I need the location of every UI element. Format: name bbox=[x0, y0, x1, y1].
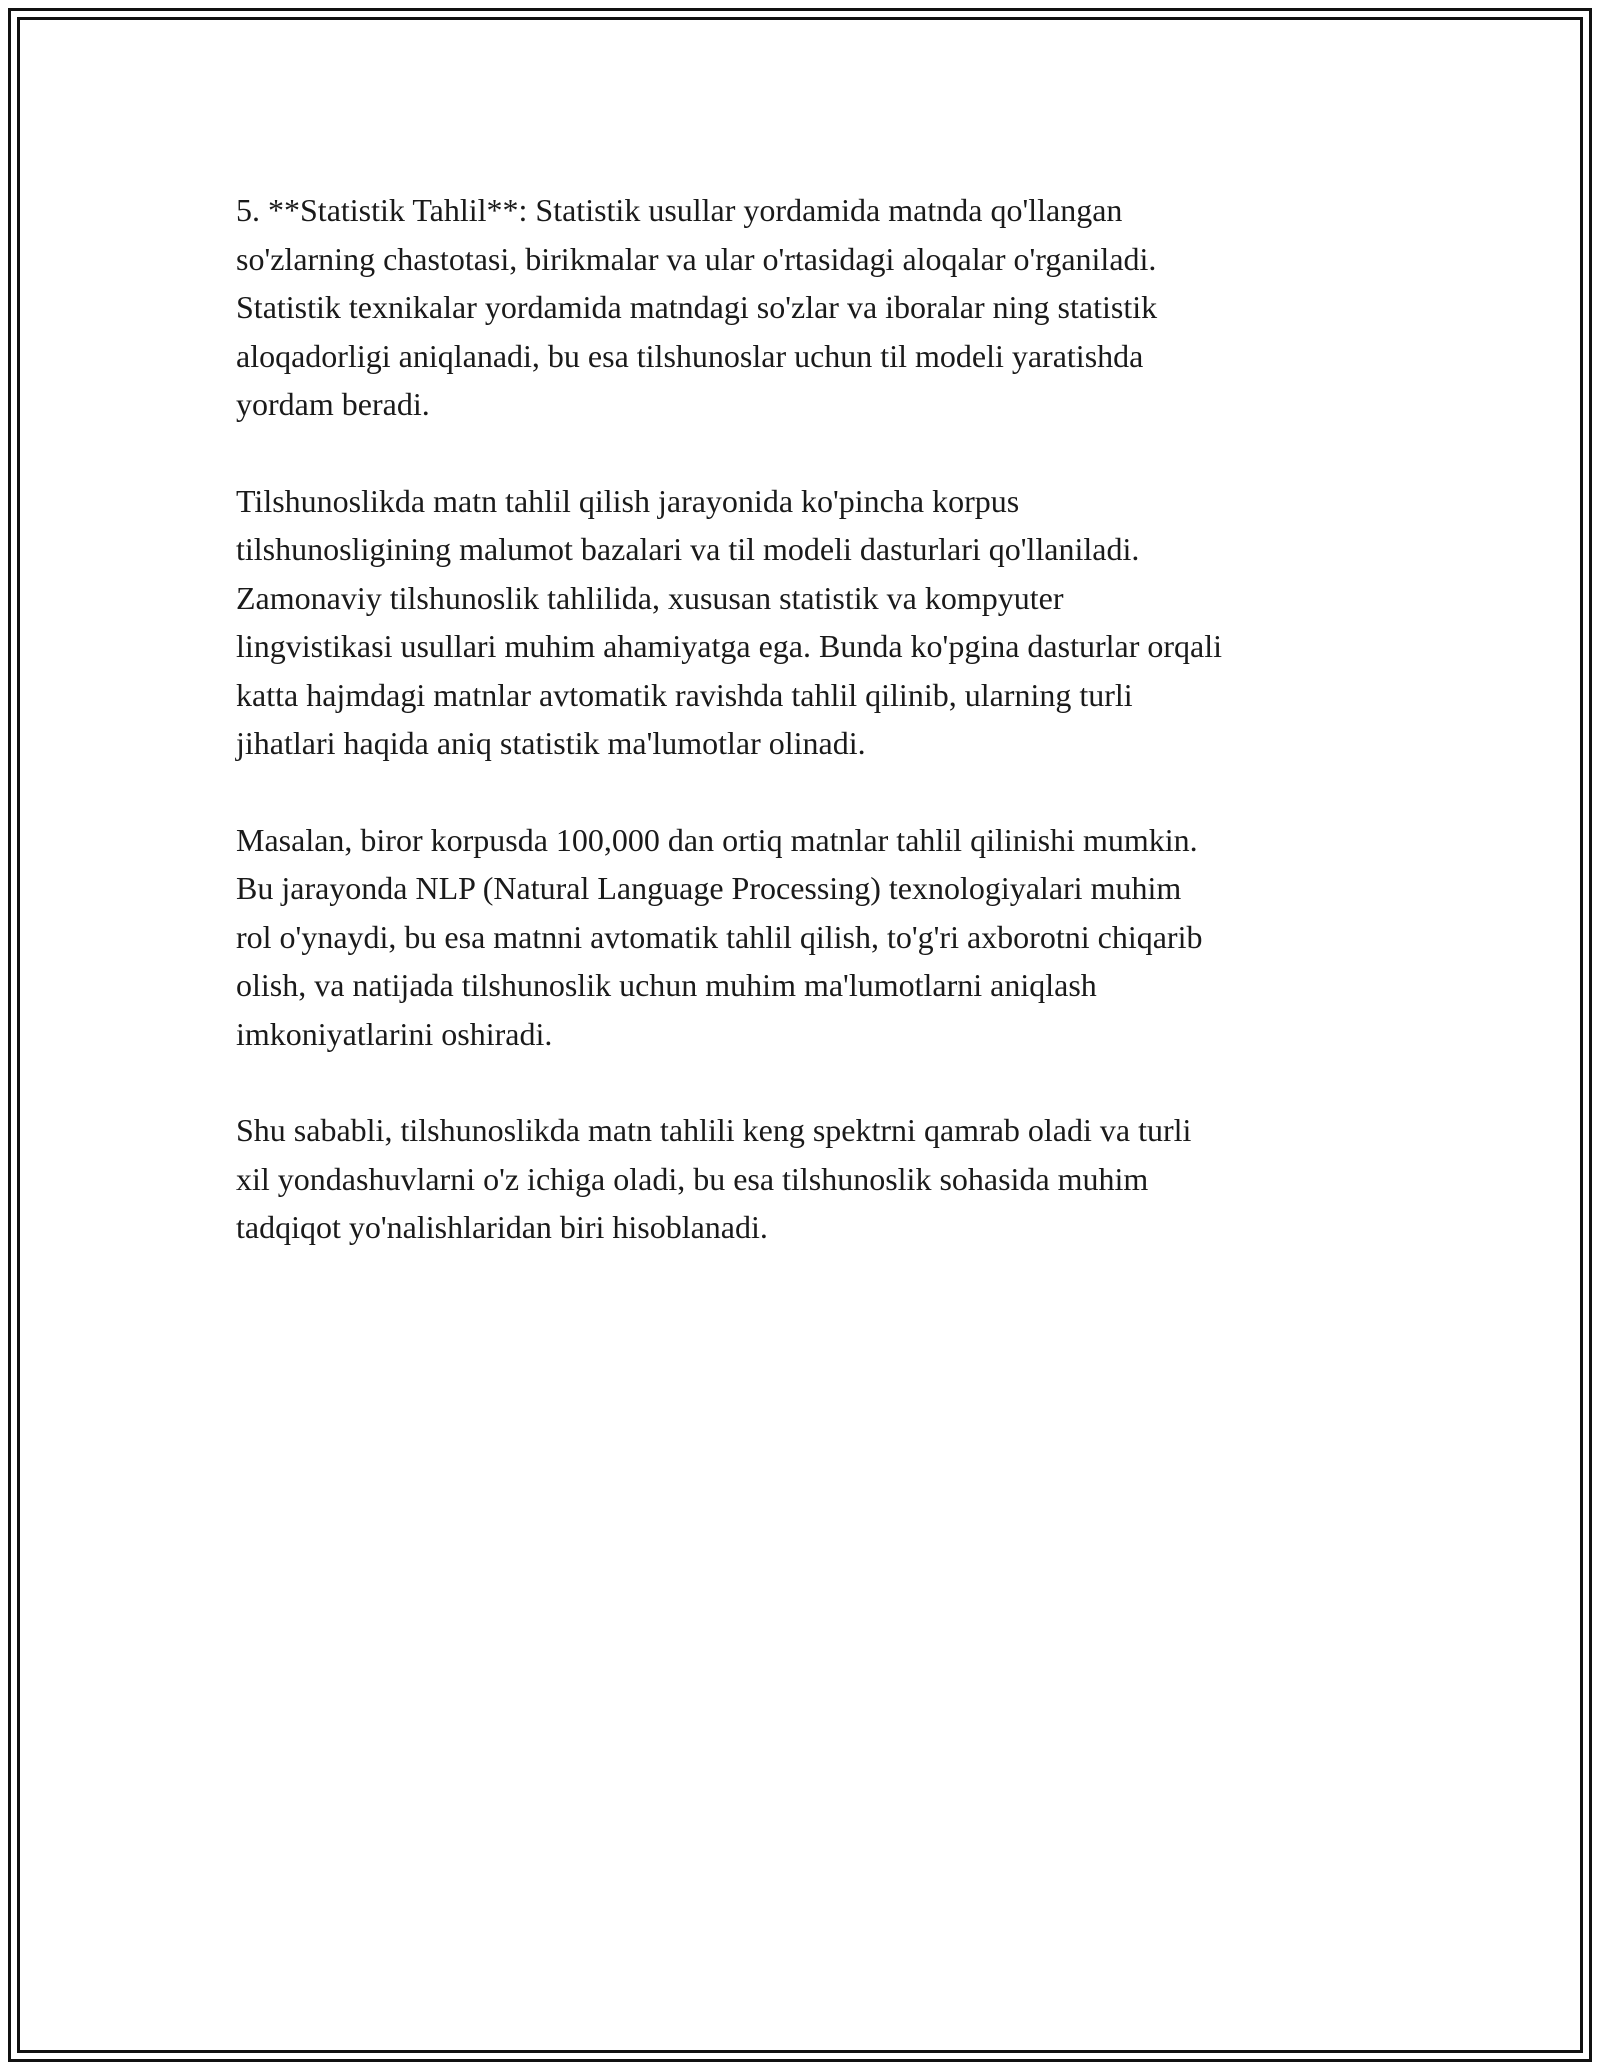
text-line: Zamonaviy tilshunoslik tahlilida, xususan statistik va kompyuter bbox=[236, 579, 1064, 616]
text-line: lingvistikasi usullari muhim ahamiyatga ega. Bunda ko'pgina dasturlar orqali bbox=[236, 628, 1222, 664]
text-line: Statistik texnikalar yordamida matndagi so'zlar va iboralar ning statistik bbox=[236, 289, 1158, 325]
text-line: aloqadorligi aniqlanadi, bu esa tilshunoslar uchun til modeli yaratishda bbox=[236, 337, 1144, 374]
text-line: tadqiqot yo'nalishlaridan biri hisoblanadi. bbox=[236, 1209, 768, 1245]
text-line: rol o'ynaydi, bu esa matnni avtomatik tahlil qilish, to'g'ri axborotni chiqarib bbox=[236, 918, 1203, 955]
document-body bbox=[236, 186, 1386, 1300]
text-line: Masalan, biror korpusda 100,000 dan ortiq matnlar tahlil qilinishi mumkin. bbox=[236, 821, 1198, 858]
paragraph-statistik-tahlil bbox=[236, 186, 1386, 429]
text-line: tilshunosligining malumot bazalari va til modeli dasturlari qo'llaniladi. bbox=[236, 531, 1140, 567]
text-line: olish, va natijada tilshunoslik uchun muhim ma'lumotlarni aniqlash bbox=[236, 967, 1097, 1003]
paragraph-masalan bbox=[236, 816, 1386, 1059]
text-line: Shu sababli, tilshunoslikda matn tahlili keng spektrni qamrab oladi va turli bbox=[236, 1112, 1192, 1148]
text-line: yordam beradi. bbox=[236, 386, 430, 422]
text-line: xil yondashuvlarni o'z ichiga oladi, bu esa tilshunoslik sohasida muhim bbox=[236, 1160, 1149, 1197]
paragraph-shu-sababli bbox=[236, 1106, 1386, 1252]
text-line: Bu jarayonda NLP (Natural Language Processing) texnologiyalari muhim bbox=[236, 870, 1182, 906]
text-line: Tilshunoslikda matn tahlil qilish jarayonida ko'pincha korpus bbox=[236, 482, 1020, 519]
text-line: katta hajmdagi matnlar avtomatik ravishda tahlil qilinib, ularning turli bbox=[236, 676, 1133, 713]
text-line: 5. **Statistik Tahlil**: Statistik usullar yordamida matnda qo'llangan bbox=[236, 192, 1123, 228]
text-line: jihatlari haqida aniq statistik ma'lumotlar olinadi. bbox=[236, 725, 866, 761]
text-line: imkoniyatlarini oshiradi. bbox=[236, 1015, 553, 1052]
text-line: so'zlarning chastotasi, birikmalar va ular o'rtasidagi aloqalar o'rganiladi. bbox=[236, 240, 1157, 277]
paragraph-korpus bbox=[236, 477, 1386, 768]
